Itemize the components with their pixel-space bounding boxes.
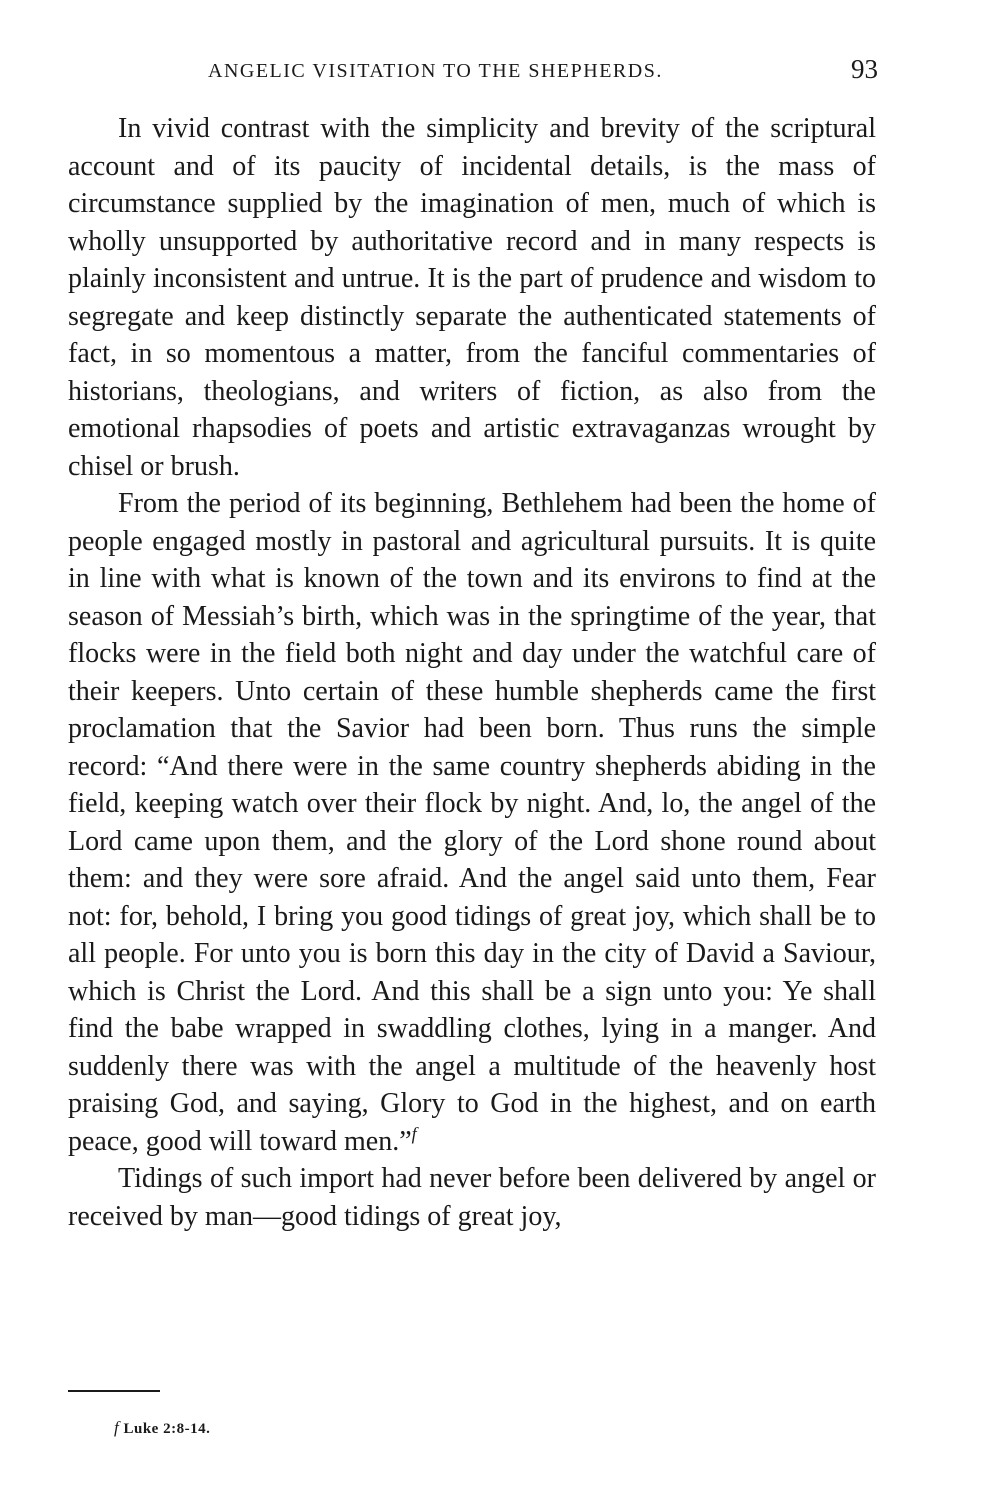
paragraph-3-text: Tidings of such import had never before been delivered by angel or received by man—good tidings of great joy, bbox=[68, 1163, 876, 1232]
paragraph-3 bbox=[68, 1160, 876, 1235]
footnote-text: Luke 2:8-14. bbox=[123, 1421, 211, 1437]
running-title: ANGELIC VISITATION TO THE SHEPHERDS. bbox=[208, 60, 663, 82]
footnote-divider bbox=[68, 1390, 160, 1392]
paragraph-1 bbox=[68, 110, 876, 485]
paragraph-2 bbox=[68, 485, 876, 1160]
footnote bbox=[114, 1418, 210, 1438]
paragraph-1-text: In vivid contrast with the simplicity and brevity of the scriptural account and of its paucity of incidental details, is the mass of circumstance supplied by the imagination of men, much of which is wholly unsupported by authoritative record and in many respects is plainly inconsistent and untrue. It is the part of prudence and wisdom to segregate and keep distinctly separate the authenticated statements of fact, in so momentous a matter, from the fanciful commentaries of historians, theologians, and writers of fiction, as also from the emotional rhapsodies of poets and artistic extravaganzas wrought by chisel or brush. bbox=[68, 113, 876, 482]
footnote-reference: f bbox=[411, 1123, 417, 1144]
running-head bbox=[68, 54, 878, 90]
footnote-mark: f bbox=[114, 1418, 120, 1437]
paragraph-2-text: From the period of its beginning, Bethlehem had been the home of people engaged mostly in pastoral and agricultural pursuits. It is quite in line with what is known of the town and its environs to find at the season of Messiah’s birth, which was in the springtime of the year, that flocks were in the field both night and day under the watchful care of their keepers. Unto certain of these humble shepherds came the first proclamation that the Savior had been born. Thus runs the simple record: “And there were in the same country shepherds abiding in the field, keeping watch over their flock by night. And, lo, the angel of the Lord came upon them, and the glory of the Lord shone round about them: and they were sore afraid. And the angel said unto them, Fear not: for, behold, I bring you good tidings of great joy, which shall be to all people. For unto you is born this day in the city of David a Saviour, which is Christ the Lord. And this shall be a sign unto you: Ye shall find the babe wrapped in swaddling clothes, lying in a manger. And suddenly there was with the angel a multitude of the heavenly host praising God, and saying, Glory to God in the highest, and on earth peace, good will toward men.” bbox=[68, 488, 876, 1157]
body-text bbox=[68, 110, 876, 1235]
page-number: 93 bbox=[851, 54, 878, 84]
